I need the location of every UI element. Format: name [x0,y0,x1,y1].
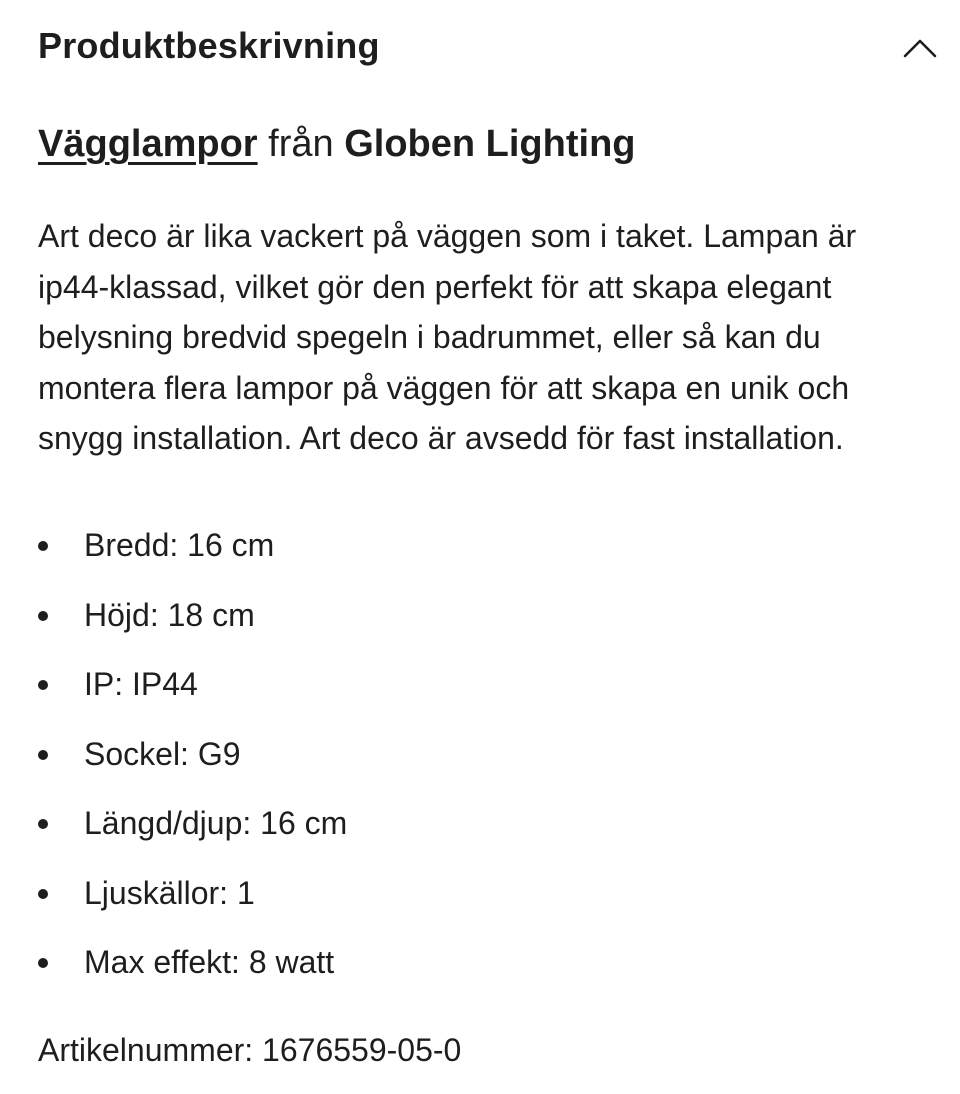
category-link[interactable]: Vägglampor [38,123,258,165]
bullet-icon [38,889,48,899]
spec-item [38,859,347,929]
spec-item [38,789,347,859]
spec-text: Max effekt: 8 watt [84,944,335,980]
chevron-up-icon[interactable] [902,30,938,66]
product-description-header[interactable] [38,0,938,96]
spec-text: IP: IP44 [84,666,198,702]
spec-text: Ljuskällor: 1 [84,874,255,911]
spec-item [38,650,347,720]
brand-connector: från [257,123,345,165]
bullet-icon [38,541,48,551]
bullet-icon [38,750,48,760]
product-description-text: Art deco är lika vackert på väggen som i taket. Lampan är ip44-klassad, vilket gör den perfekt för att skapa elegant belysning bredvid spegeln i badrummet, eller så kan du montera flera lampor på väggen för att skapa en unik och snygg installation. Art deco är avsedd för fast installation. [38,218,857,456]
spec-text: Höjd: 18 cm [84,596,255,633]
brand-name: Globen Lighting [344,123,636,165]
spec-list [38,511,347,998]
spec-text: Bredd: 16 cm [84,527,275,563]
spec-item [38,511,347,581]
bullet-icon [38,819,48,829]
bullet-icon [38,611,48,621]
spec-item [38,720,347,790]
spec-text: Längd/djup: 16 cm [84,805,348,841]
spec-text: Sockel: G9 [84,735,241,772]
spec-item [38,928,347,998]
bullet-icon [38,958,48,968]
spec-item [38,581,347,651]
bullet-icon [38,680,48,690]
section-title: Produktbeskrivning [38,25,380,66]
article-number: Artikelnummer: 1676559-05-0 [38,1032,462,1068]
brand-line [38,118,636,170]
